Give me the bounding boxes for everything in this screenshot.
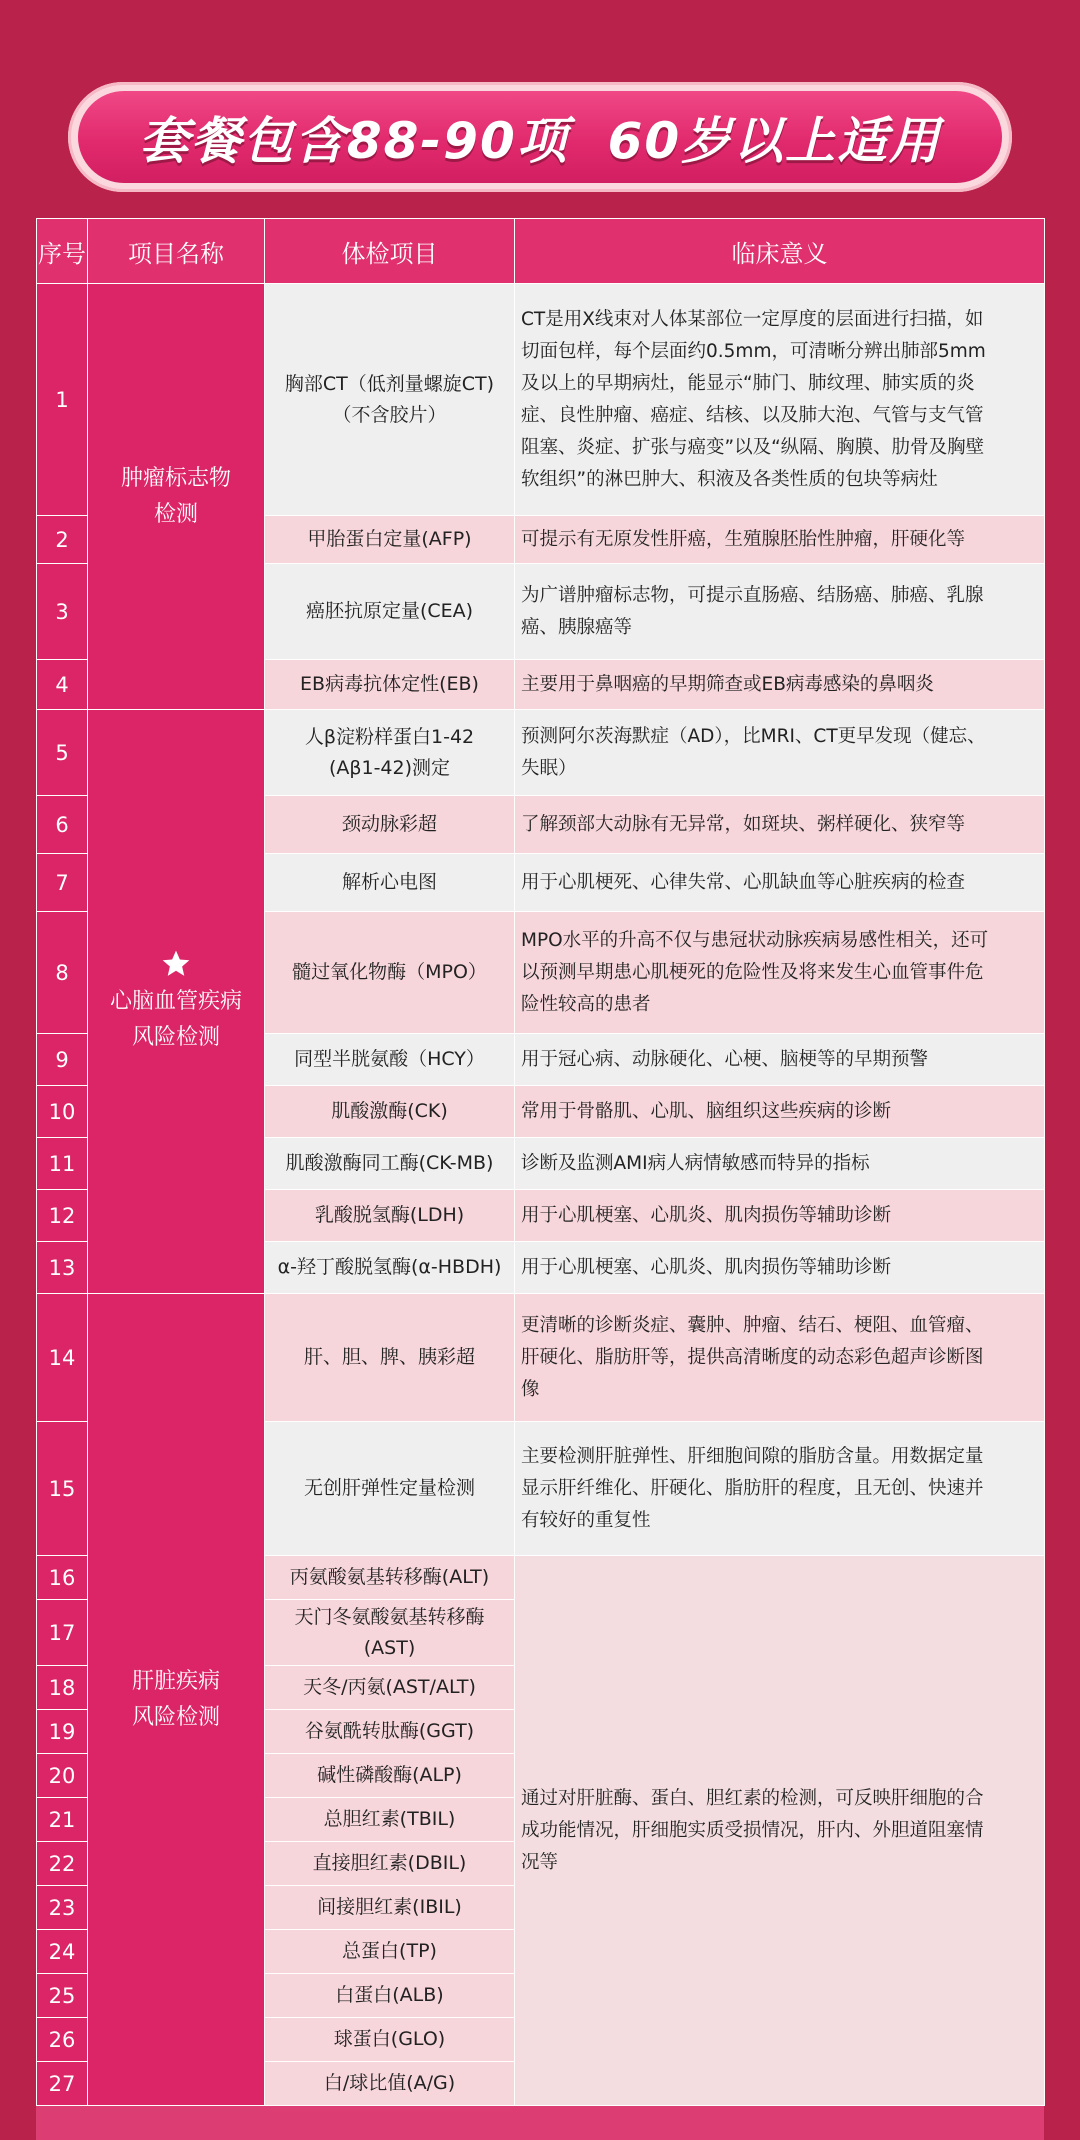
row-number: 18: [37, 1666, 88, 1710]
exam-item-name: [265, 1886, 515, 1930]
exam-table: [36, 218, 1045, 2106]
text-line: 风险检测: [131, 1024, 220, 1050]
exam-item-name: [265, 1138, 515, 1190]
clinical-meaning: [515, 516, 1045, 564]
text-line: EB病毒抗体定性(EB): [300, 673, 479, 695]
text-line: 主要用于鼻咽癌的早期筛查或EB病毒感染的鼻咽炎: [521, 673, 934, 695]
exam-item-name: [265, 564, 515, 660]
row-number: 11: [37, 1138, 88, 1190]
text-line: 险性较高的患者: [521, 993, 651, 1015]
clinical-meaning: [515, 660, 1045, 710]
exam-item-name: [265, 710, 515, 796]
text-line: 显示肝纤维化、肝硬化、脂肪肝的程度，且无创、快速并: [521, 1477, 984, 1499]
row-number: 8: [37, 912, 88, 1034]
exam-item-name: [265, 1600, 515, 1666]
text-line: 人β淀粉样蛋白1-42: [304, 725, 475, 748]
text-line: 有较好的重复性: [521, 1509, 651, 1531]
clinical-meaning: [515, 1422, 1045, 1556]
clinical-meaning: [515, 854, 1045, 912]
clinical-meaning: [515, 1242, 1045, 1294]
text-line: 以预测早期患心肌梗死的危险性及将来发生心血管事件危: [521, 961, 984, 983]
exam-item-name: [265, 1710, 515, 1754]
row-number: 7: [37, 854, 88, 912]
text-line: 更清晰的诊断炎症、囊肿、肿瘤、结石、梗阻、血管瘤、: [521, 1314, 984, 1336]
category-cell: [88, 1294, 265, 2106]
text-line: 胸部CT（低剂量螺旋CT): [284, 372, 495, 395]
clinical-meaning: [515, 1086, 1045, 1138]
row-number: 10: [37, 1086, 88, 1138]
clinical-meaning: [515, 1190, 1045, 1242]
row-number: 20: [37, 1754, 88, 1798]
row-number: 2: [37, 516, 88, 564]
banner: [68, 82, 1012, 192]
exam-item-name: [265, 1930, 515, 1974]
text-line: 失眠）: [521, 757, 577, 779]
row-number: 19: [37, 1710, 88, 1754]
text-line: 碱性磷酸酶(ALP): [317, 1764, 462, 1786]
text-line: 诊断及监测AMI病人病情敏感而特异的指标: [521, 1152, 870, 1174]
text-line: 阻塞、炎症、扩张与癌变”以及“纵隔、胸膜、肋骨及胸壁: [521, 436, 985, 458]
text-line: 甲胎蛋白定量(AFP): [307, 528, 472, 550]
text-line: 检测: [153, 501, 198, 527]
row-number: 5: [37, 710, 88, 796]
row-number: 4: [37, 660, 88, 710]
text-line: 总蛋白(TP): [342, 1940, 437, 1962]
text-line: 肿瘤标志物: [120, 465, 231, 491]
row-number: 21: [37, 1798, 88, 1842]
text-line: 白/球比值(A/G): [323, 2072, 456, 2094]
header-name: 项目名称: [88, 219, 265, 284]
row-number: 3: [37, 564, 88, 660]
exam-item-name: [265, 284, 515, 516]
text-line: 无创肝弹性定量检测: [303, 1477, 475, 1499]
text-line: 癌、胰腺癌等: [521, 616, 633, 638]
clinical-meaning: [515, 564, 1045, 660]
text-line: 成功能情况，肝细胞实质受损情况，肝内、外胆道阻塞情: [521, 1819, 984, 1841]
text-line: 天冬/丙氨(AST/ALT): [303, 1676, 476, 1698]
text-line: 心脑血管疾病: [109, 988, 242, 1014]
text-line: 解析心电图: [341, 871, 437, 893]
exam-table-container: [36, 218, 1044, 2140]
row-number: 15: [37, 1422, 88, 1556]
text-line: 可提示有无原发性肝癌，生殖腺胚胎性肿瘤，肝硬化等: [521, 528, 966, 550]
exam-item-name: [265, 1190, 515, 1242]
text-line: 肝硬化、脂肪肝等，提供高清晰度的动态彩色超声诊断图: [521, 1346, 984, 1368]
banner-pill: [78, 91, 1002, 183]
liver-clinical-meaning: [515, 1556, 1045, 2106]
text-line: (AST): [363, 1636, 416, 1659]
exam-item-name: [265, 2062, 515, 2106]
clinical-meaning: [515, 796, 1045, 854]
exam-item-name: [265, 1086, 515, 1138]
exam-item-name: [265, 912, 515, 1034]
exam-item-name: [265, 1974, 515, 2018]
exam-item-name: [265, 1034, 515, 1086]
row-number: 24: [37, 1930, 88, 1974]
exam-item-name: [265, 1422, 515, 1556]
row-number: 26: [37, 2018, 88, 2062]
text-line: 肌酸激酶(CK): [331, 1100, 448, 1122]
text-line: 常用于骨骼肌、心肌、脑组织这些疾病的诊断: [521, 1100, 892, 1122]
row-number: 6: [37, 796, 88, 854]
clinical-meaning: [515, 710, 1045, 796]
text-line: 直接胆红素(DBIL): [312, 1852, 467, 1874]
text-line: （不含胶片）: [332, 403, 447, 426]
row-number: 12: [37, 1190, 88, 1242]
text-line: 白蛋白(ALB): [335, 1984, 444, 2006]
text-line: 为广谱肿瘤标志物，可提示直肠癌、结肠癌、肺癌、乳腺: [521, 584, 984, 606]
text-line: 用于心肌梗塞、心肌炎、肌肉损伤等辅助诊断: [521, 1256, 892, 1278]
text-line: 髓过氧化物酶（MPO）: [292, 961, 487, 983]
text-line: 乳酸脱氢酶(LDH): [314, 1204, 465, 1226]
text-line: (Aβ1-42)测定: [328, 756, 451, 779]
text-line: 颈动脉彩超: [341, 813, 437, 835]
text-line: 肌酸激酶同工酶(CK-MB): [285, 1152, 494, 1174]
text-line: 球蛋白(GLO): [333, 2028, 446, 2050]
row-number: 22: [37, 1842, 88, 1886]
text-line: CT是用X线束对人体某部位一定厚度的层面进行扫描，如: [521, 308, 984, 330]
text-line: 用于心肌梗塞、心肌炎、肌肉损伤等辅助诊断: [521, 1204, 892, 1226]
exam-item-name: [265, 516, 515, 564]
exam-item-name: [265, 1754, 515, 1798]
clinical-meaning: [515, 912, 1045, 1034]
text-line: MPO水平的升高不仅与患冠状动脉疾病易感性相关，还可: [521, 929, 989, 951]
exam-item-name: [265, 796, 515, 854]
row-number: 23: [37, 1886, 88, 1930]
table-row: [37, 1294, 1045, 1422]
header-meaning: 临床意义: [515, 219, 1045, 284]
category-cell: [88, 284, 265, 710]
header-no: 序号: [37, 219, 88, 284]
text-line: 天门冬氨酸氨基转移酶: [294, 1605, 485, 1628]
exam-item-name: [265, 660, 515, 710]
star-icon: [159, 948, 193, 980]
clinical-meaning: [515, 1034, 1045, 1086]
text-line: 谷氨酰转肽酶(GGT): [304, 1720, 475, 1742]
clinical-meaning: [515, 284, 1045, 516]
table-body: [37, 284, 1045, 2106]
row-number: 17: [37, 1600, 88, 1666]
text-line: 了解颈部大动脉有无异常，如斑块、粥样硬化、狭窄等: [521, 813, 966, 835]
row-number: 25: [37, 1974, 88, 2018]
text-line: α-羟丁酸脱氢酶(α-HBDH): [277, 1256, 502, 1278]
text-line: 况等: [521, 1851, 559, 1873]
text-line: 风险检测: [131, 1704, 220, 1730]
exam-item-name: [265, 1242, 515, 1294]
text-line: 癌胚抗原定量(CEA): [305, 600, 474, 622]
text-line: 切面包样，每个层面约0.5mm，可清晰分辨出肺部5mm: [521, 340, 986, 362]
text-line: 用于心肌梗死、心律失常、心肌缺血等心脏疾病的检查: [521, 871, 966, 893]
exam-item-name: [265, 1798, 515, 1842]
banner-title: 套餐包含88-90项 60岁以上适用: [138, 112, 942, 170]
exam-item-name: [265, 854, 515, 912]
text-line: 主要检测肝脏弹性、肝细胞间隙的脂肪含量。用数据定量: [521, 1445, 984, 1467]
exam-item-name: [265, 1556, 515, 1600]
text-line: 丙氨酸氨基转移酶(ALT): [289, 1566, 490, 1588]
text-line: 症、良性肿瘤、癌症、结核、以及肺大泡、气管与支气管: [521, 404, 984, 426]
clinical-meaning: [515, 1294, 1045, 1422]
table-row: [37, 284, 1045, 516]
exam-item-name: [265, 1842, 515, 1886]
row-number: 14: [37, 1294, 88, 1422]
text-line: 总胆红素(TBIL): [323, 1808, 456, 1830]
clinical-meaning: [515, 1138, 1045, 1190]
row-number: 9: [37, 1034, 88, 1086]
text-line: 软组织”的淋巴肿大、积液及各类性质的包块等病灶: [521, 468, 938, 490]
row-number: 16: [37, 1556, 88, 1600]
table-header-row: [37, 219, 1045, 284]
exam-item-name: [265, 1666, 515, 1710]
text-line: 用于冠心病、动脉硬化、心梗、脑梗等的早期预警: [521, 1048, 929, 1070]
row-number: 13: [37, 1242, 88, 1294]
header-item: 体检项目: [265, 219, 515, 284]
exam-item-name: [265, 2018, 515, 2062]
row-number: 1: [37, 284, 88, 516]
text-line: 肝、胆、脾、胰彩超: [303, 1346, 475, 1368]
text-line: 同型半胱氨酸（HCY）: [294, 1048, 485, 1070]
text-line: 通过对肝脏酶、蛋白、胆红素的检测，可反映肝细胞的合: [521, 1787, 984, 1809]
exam-item-name: [265, 1294, 515, 1422]
text-line: 预测阿尔茨海默症（AD），比MRI、CT更早发现（健忘、: [521, 725, 986, 747]
row-number: 27: [37, 2062, 88, 2106]
text-line: 间接胆红素(IBIL): [317, 1896, 462, 1918]
text-line: 像: [521, 1378, 540, 1400]
text-line: 及以上的早期病灶，能显示“肺门、肺纹理、肺实质的炎: [521, 372, 975, 394]
table-row: [37, 710, 1045, 796]
category-cell: [88, 710, 265, 1294]
text-line: 肝脏疾病: [131, 1668, 220, 1694]
